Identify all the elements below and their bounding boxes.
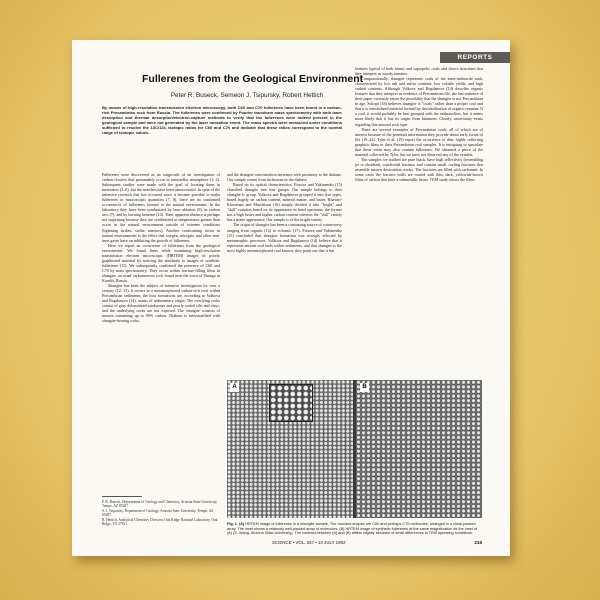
paragraph: Based on its optical characteristics, Firsova and Yakimenko (15) classified shungite into four groups. Our sample belongs to their shungite Ic group. Volkova and Bogdanova grouped it into five types, based largely on carbon content, mineral matter, and luster. Khavari-Khorasani and Murchison (16) simply divided it into "bright" and "dull" varieties based on its appearance in hand specimen; the former has a high luster and higher carbon content whereas the "dull" variety has a matte appearance. Our sample is of the bright variety. <box>227 182 342 223</box>
panel-label-a: A <box>230 383 239 392</box>
hrtem-image-b <box>356 380 482 518</box>
paragraph: features typical of both humic and sapropelic coals and shows structures that they interpret as woody remains. <box>355 66 483 77</box>
page-number: 215 <box>474 540 482 545</box>
caption-lead: Fig. 1. (A) <box>227 522 245 526</box>
paragraph: and the shungite concentration increases with proximity to the diabase. Our sample comes from inclusions in the diabase. <box>227 172 342 183</box>
caption-text: HRTEM image of fullerenes in a shungite sample. The rounded shapes are C60 and perhaps C70 molecules, arranged in a close-packed array. The inset shows a relatively well-packed array of molecules. (B) HRTEM image of synthetic fullerenes at the same magnification as the inset of (A) (S. Wang, Arizona State University). The contrast between (A) and (B) differs slightly because of small differences in TEM operating conditions. <box>227 522 478 536</box>
article-title: Fullerenes from the Geological Environment <box>142 73 364 85</box>
paragraph: Shungite has been the subject of intensive investigation for over a century (12, 13). It occurs in a metamorphosed carbon-rich rock within Precambrian sediments; the host formations are, according to Volkova and Bogdanova (14), seams of sedimentary origin. The overlying rocks consist of gray dolomitized sandstones and poorly sorted silts and clays, and the underlying rocks are not exposed. The shungite consists of masses containing up to 99% carbon. Diabase is interstratified with shungite-bearing rocks, <box>102 283 220 324</box>
journal-page <box>72 40 510 556</box>
affiliation: R. Hettich, Analytical Chemistry Division, Oak Ridge National Laboratory, Oak Ridge, TN 37831. <box>102 517 218 527</box>
paragraph: The origin of shungite has been a continuing source of controversy ranging from organic (14) to volcanic (17). Firsova and Yakimenko (15) concluded that shungite formation was strongly affected by metamorphic processes. Volkova and Bogdanova (14) believe that it represents ancient coal beds within sediments, and that shungite is the most highly metamorphosed coal known; they point out that it has <box>227 222 342 253</box>
paragraph: Compositionally, shungite represents coals of the meta-anthracite rank, characterized by low ash and sulfur contents, low volatile yields, and high carbon contents. Although Volkova and Bogdanova (14) describe organic features that they interpret as evidence of Precambrian life, the last sentence of their paper curiously raises the possibility that the shungite is not Precambrian in age. Schopf (18) believes shungite is "coaly" rather than a proper coal and that it is remobilized material formed by devolatilization of organic remains. If a coal, it would probably be best grouped with the anthraxolites, but it seems more likely that it has its origin from bitumens. Clearly, uncertainty exists regarding this unusual rock type. <box>355 76 483 127</box>
body-column-2 <box>227 172 342 377</box>
hrtem-image-a <box>227 380 353 518</box>
paragraph: There are several examples of Precambrian coals, all of which are of interest because of the potential information they provide about early forms of life (19–22). Tyler et al. (19) report the occurrence of thin, highly reflecting graphitic films in their Precambrian coal samples. It is intriguing to speculate that these veins may also contain fullerenes. We obtained a piece of the material collected by Tyler, but we have not observed any of the veinlets. <box>355 126 483 157</box>
article-authors: Peter R. Buseck, Semeon J. Tsipursky, Robert Hettich <box>170 92 324 99</box>
article-abstract: By means of high-resolution transmission electron microscopy, both C60 and C70 fullerenes have been found in a carbon-rich Precambrian rock from Russia. The fullerenes were confirmed by Fourier transform mass spectrometry with both laser desorption and thermal desorption/electron-capture methods to verify that the fullerenes were indeed present in the geological sample and were not generated by the laser ionization event. The mass spectra were measured under conditions sufficient to resolve the 13C/12C isotopic ratios for C60 and C70 and indicate that these ratios correspond to the normal range of isotopic values. <box>102 105 342 136</box>
hrtem-inset <box>269 384 313 422</box>
section-label: REPORTS <box>440 52 510 63</box>
paragraph: Fullerenes were discovered as an outgrowth of an investigation of carbon clusters that presumably occur in interstellar atmosphere (1, 2). Subsequent studies were made with the goal of locating them in meteorites (3–6), but the searches have been unsuccessful. In spite of the intensive research that has occurred since it became possible to make fullerenes in macroscopic quantities (7, 8), there are no confirmed occurrences of fullerenes formed in the natural environment. In the laboratory they have been synthesized by laser ablation (9), in carbon arcs (7), and by burning benzene (10). Their apparent absence is perhaps not surprising because they are synthesized at temperatures greater than occur in the natural environment outside of extreme conditions (lightning strikes, stellar interiors). Another constraining factor in natural environments is the effect that oxygen, nitrogen, and other non-inert gases have on inhibiting the growth of fullerenes. <box>102 172 220 243</box>
author-affiliations <box>102 500 220 526</box>
body-column-1 <box>102 172 220 490</box>
affiliation: S. J. Tsipursky, Department of Geology, Arizona State University, Tempe, AZ 85287. <box>102 508 214 518</box>
affiliation: P. R. Buseck, Departments of Geology and Chemistry, Arizona State University, Tempe, AZ 85287. <box>102 500 218 509</box>
body-column-3 <box>355 66 483 396</box>
paragraph: Here we report an occurrence of fullerenes from the geological environment. We found them while examining high-resolution transmission electron microscopic (HRTEM) images of poorly graphitized material by noticing the similarity to images of synthetic fullerenes (11). We subsequently confirmed the presence of C60 and C70 by mass spectrometry. They occur within fracture-filling films in shungite, an usual carbonaceous rock found near the town of Shunga in Karelia, Russia. <box>102 242 220 283</box>
journal-footer: SCIENCE • VOL. 257 • 10 JULY 1992 <box>272 540 346 545</box>
footnote-rule <box>102 496 142 497</box>
paragraph: The samples we studied are pure black, have high reflectivity (resembling jet or obsidian), conchoidal fracture, and contain small, curling fractures that resemble narrow desiccation cracks. The fractures are filled with carbonate. In some cases the fracture walls are coated with thin, dark, yellowish-brown films of carbon that have a submetallic luster. TEM study shows the films <box>355 156 483 183</box>
figure-1 <box>227 380 482 518</box>
figure-caption <box>227 522 482 536</box>
panel-label-b: B <box>360 383 369 392</box>
